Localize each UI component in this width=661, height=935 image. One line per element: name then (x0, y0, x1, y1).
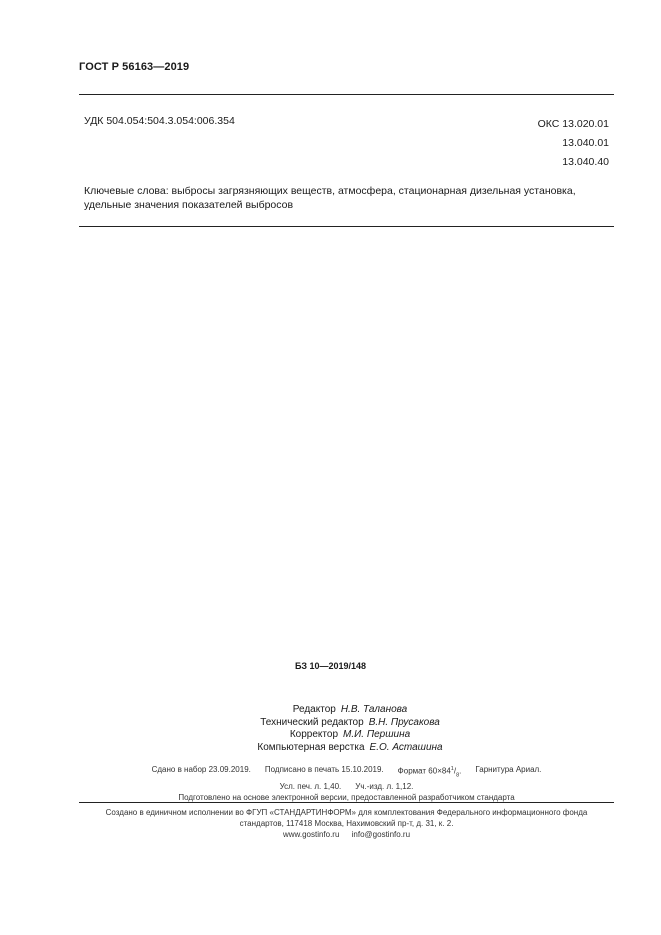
staff-role: Корректор (289, 729, 339, 740)
print-sheets: Усл. печ. л. 1,40. (279, 782, 342, 792)
imprint-row (79, 781, 614, 792)
udk-code: УДК 504.054:504.3.054:006.354 (84, 115, 235, 127)
format-sub: 8 (456, 772, 460, 779)
staff-row (200, 729, 500, 742)
oks-code: ОКС 13.020.01 (537, 118, 609, 130)
document-code: ГОСТ Р 56163—2019 (79, 61, 190, 73)
oks-codes (538, 115, 609, 172)
paper-format: Формат $60\times 84^1/_8$. (397, 766, 462, 779)
publisher-divider (79, 802, 614, 803)
set-date: Сдано в набор 23.09.2019. (151, 765, 251, 774)
keywords-text: Ключевые слова: выбросы загрязняющих веществ, атмосфера, стационарная дизельная установка, удельные значения показателей выбросов (84, 185, 576, 211)
keywords-divider (79, 226, 614, 227)
publisher-contacts (79, 829, 614, 840)
oks-code: 13.040.40 (562, 156, 609, 168)
staff-name: Н.В. Таланова (340, 704, 408, 715)
imprint-row (79, 764, 614, 781)
top-divider (79, 94, 614, 95)
imprint-block (79, 764, 614, 803)
staff-row (200, 704, 500, 717)
staff-role: Компьютерная верстка (257, 741, 365, 753)
staff-row (200, 742, 500, 755)
format-prefix: Формат 60×84 (397, 766, 451, 776)
pub-sheets: Уч.-изд. л. 1,12. (355, 782, 414, 792)
staff-row (200, 717, 500, 730)
publisher-block (79, 807, 614, 840)
staff-role: Технический редактор (260, 716, 364, 728)
staff-name: М.И. Першина (343, 729, 411, 740)
staff-name: Е.О. Асташина (369, 741, 443, 753)
print-date: Подписано в печать 15.10.2019. (264, 765, 384, 774)
format-sup: 1 (450, 766, 454, 772)
staff-role: Редактор (292, 704, 336, 715)
bz-number: БЗ 10—2019/148 (294, 661, 367, 671)
staff-credits (200, 704, 500, 754)
publisher-line: Создано в единичном исполнении во ФГУП «СТАНДАРТИНФОРМ» для комплектования Федерального информационного фонда (105, 808, 588, 817)
email-link[interactable]: info@gostinfo.ru (351, 830, 411, 839)
website-link[interactable]: www.gostinfo.ru (282, 830, 340, 839)
oks-code: 13.040.01 (562, 137, 609, 149)
staff-name: В.Н. Прусакова (368, 716, 440, 728)
prepared-note: Подготовлено на основе электронной версии, предоставленной разработчиком стандарта (178, 793, 515, 803)
typeface: Гарнитура Ариал. (475, 765, 542, 774)
publisher-address: стандартов, 117418 Москва, Нахимовский пр-т, д. 31, к. 2. (239, 819, 454, 828)
